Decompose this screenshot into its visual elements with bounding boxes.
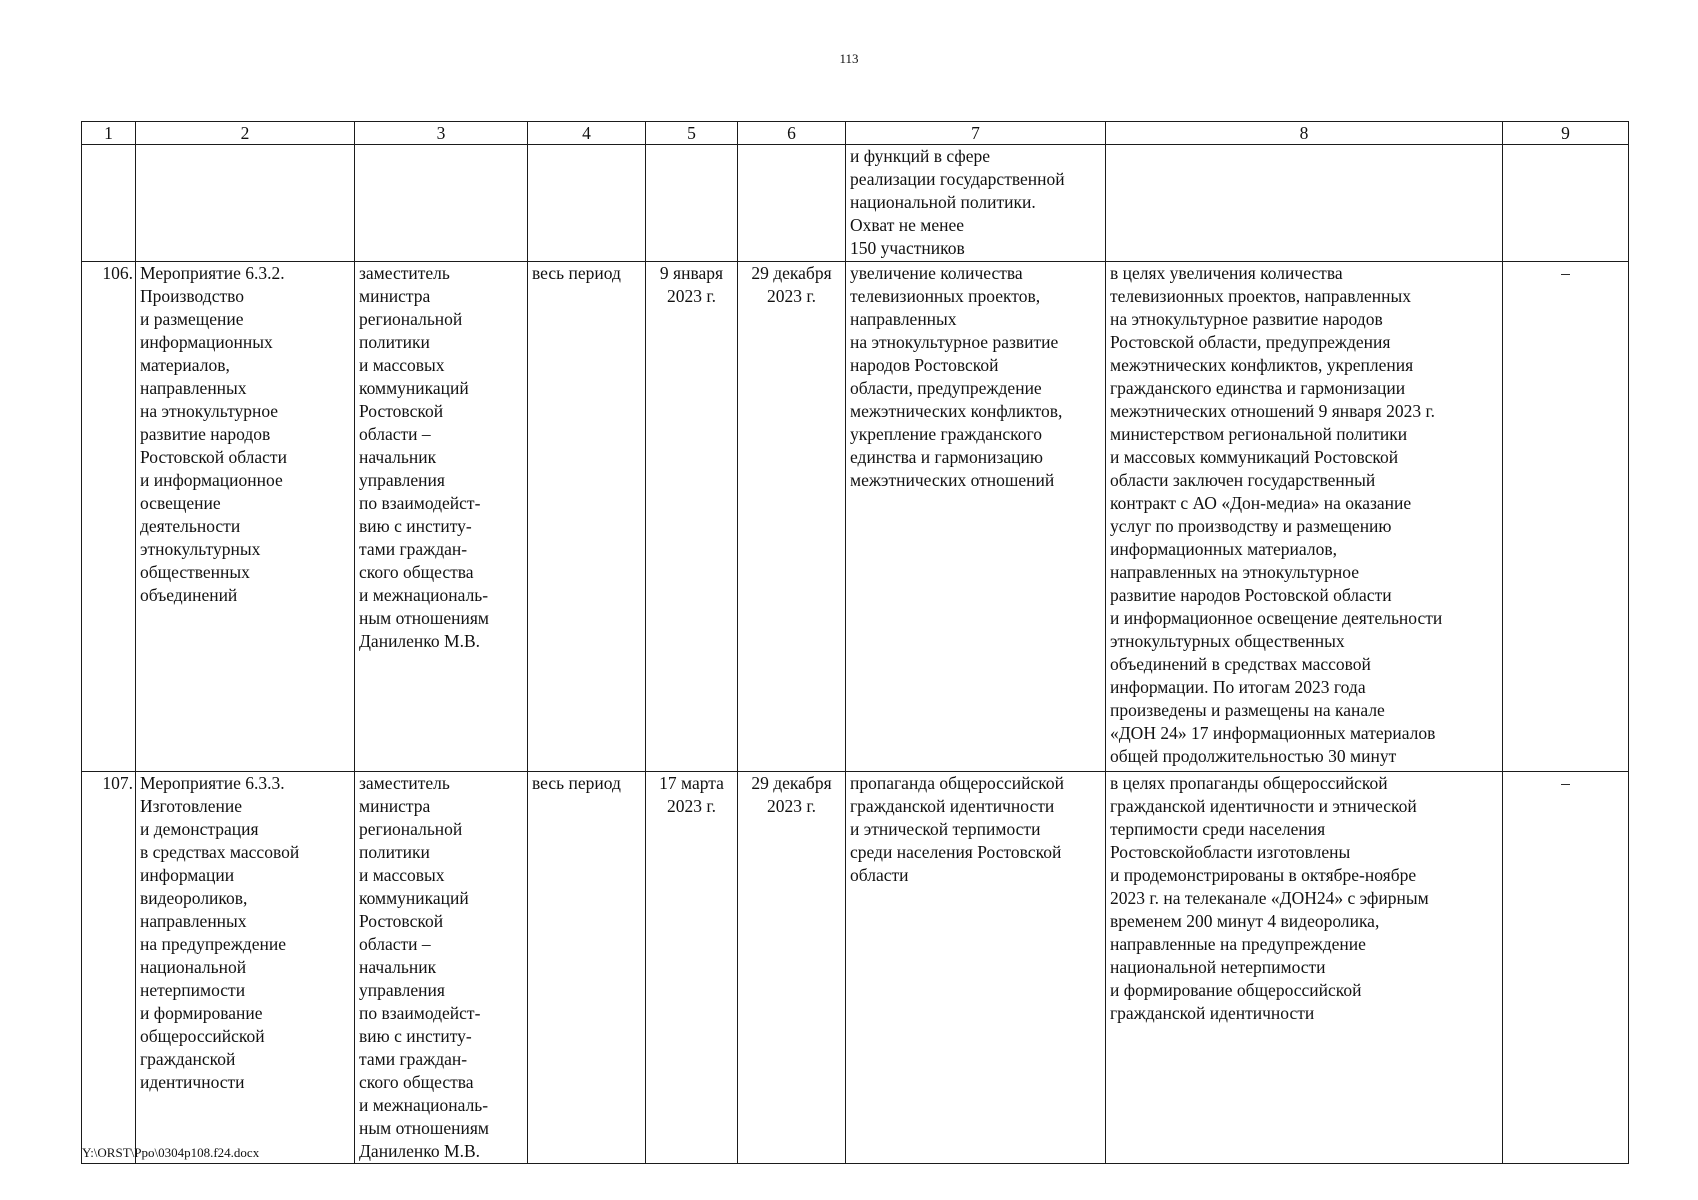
table-row	[82, 145, 1629, 262]
start-date-cell: 17 марта 2023 г.	[646, 772, 738, 1164]
responsible-cell: заместитель министра региональной политики и массовых коммуникаций Ростовской области – начальник управления по взаимодейст- вию с институ- тами граждан- ского общества и межнациональ- ным отношениям Даниленко М.В.	[355, 262, 528, 772]
start-date-cell	[646, 145, 738, 262]
responsible-cell: заместитель министра региональной политики и массовых коммуникаций Ростовской области – начальник управления по взаимодейст- вию с институ- тами граждан- ского общества и межнациональ- ным отношениям Даниленко М.В.	[355, 772, 528, 1164]
page-number: 113	[839, 51, 859, 66]
column-header: 4	[528, 122, 646, 145]
table-row	[82, 262, 1629, 772]
column-header: 2	[136, 122, 355, 145]
event-name-cell	[136, 145, 355, 262]
row-number-cell	[82, 145, 136, 262]
actual-result-cell	[1106, 145, 1503, 262]
start-date-cell: 9 января 2023 г.	[646, 262, 738, 772]
period-cell: весь период	[528, 262, 646, 772]
actual-result-cell: в целях пропаганды общероссийской гражданской идентичности и этнической терпимости среди населения Ростовскойобласти изготовлены и продемонстрированы в октябре-ноябре 2023 г. на телеканале «ДОН24» с эфирным временем 200 минут 4 видеоролика, направленные на предупреждение национальной нетерпимости и формирование общероссийской гражданской идентичности	[1106, 772, 1503, 1164]
note-cell	[1503, 145, 1629, 262]
end-date-cell: 29 декабря 2023 г.	[738, 262, 846, 772]
end-date-cell	[738, 145, 846, 262]
column-header: 3	[355, 122, 528, 145]
event-name-cell: Мероприятие 6.3.2. Производство и размещение информационных материалов, направленных на этнокультурное развитие народов Ростовской области и информационное освещение деятельности этнокультурных общественных объединений	[136, 262, 355, 772]
planned-result-cell: увеличение количества телевизионных проектов, направленных на этнокультурное развитие народов Ростовской области, предупреждение межэтнических конфликтов, укрепление гражданского единства и гармонизацию межэтнических отношений	[846, 262, 1106, 772]
column-header: 6	[738, 122, 846, 145]
report-table	[81, 121, 1629, 1164]
period-cell	[528, 145, 646, 262]
column-header: 9	[1503, 122, 1629, 145]
column-header: 7	[846, 122, 1106, 145]
row-number-cell: 106.	[82, 262, 136, 772]
planned-result-cell: и функций в сфере реализации государственной национальной политики. Охват не менее 150 участников	[846, 145, 1106, 262]
actual-result-cell: в целях увеличения количества телевизионных проектов, направленных на этнокультурное развитие народов Ростовской области, предупреждения межэтнических конфликтов, укрепления гражданского единства и гармонизации межэтнических отношений 9 января 2023 г. министерством региональной политики и массовых коммуникаций Ростовской области заключен государственный контракт с АО «Дон-медиа» на оказание услуг по производству и размещению информационных материалов, направленных на этнокультурное развитие народов Ростовской области и информационное освещение деятельности этнокультурных общественных объединений в средствах массовой информации. По итогам 2023 года произведены и размещены на канале «ДОН 24» 17 информационных материалов общей продолжительностью 30 минут	[1106, 262, 1503, 772]
period-cell: весь период	[528, 772, 646, 1164]
table-header-row	[82, 122, 1629, 145]
end-date-cell: 29 декабря 2023 г.	[738, 772, 846, 1164]
column-header: 5	[646, 122, 738, 145]
event-name-cell: Мероприятие 6.3.3. Изготовление и демонстрация в средствах массовой информации видеороликов, направленных на предупреждение национальной нетерпимости и формирование общероссийской гражданской идентичности	[136, 772, 355, 1164]
column-header: 8	[1106, 122, 1503, 145]
note-cell: –	[1503, 262, 1629, 772]
responsible-cell	[355, 145, 528, 262]
column-header: 1	[82, 122, 136, 145]
footer-file-path: Y:\ORST\Ppo\0304p108.f24.docx	[82, 1145, 260, 1160]
note-cell: –	[1503, 772, 1629, 1164]
row-number-cell: 107.	[82, 772, 136, 1164]
table-row	[82, 772, 1629, 1164]
planned-result-cell: пропаганда общероссийской гражданской идентичности и этнической терпимости среди населения Ростовской области	[846, 772, 1106, 1164]
